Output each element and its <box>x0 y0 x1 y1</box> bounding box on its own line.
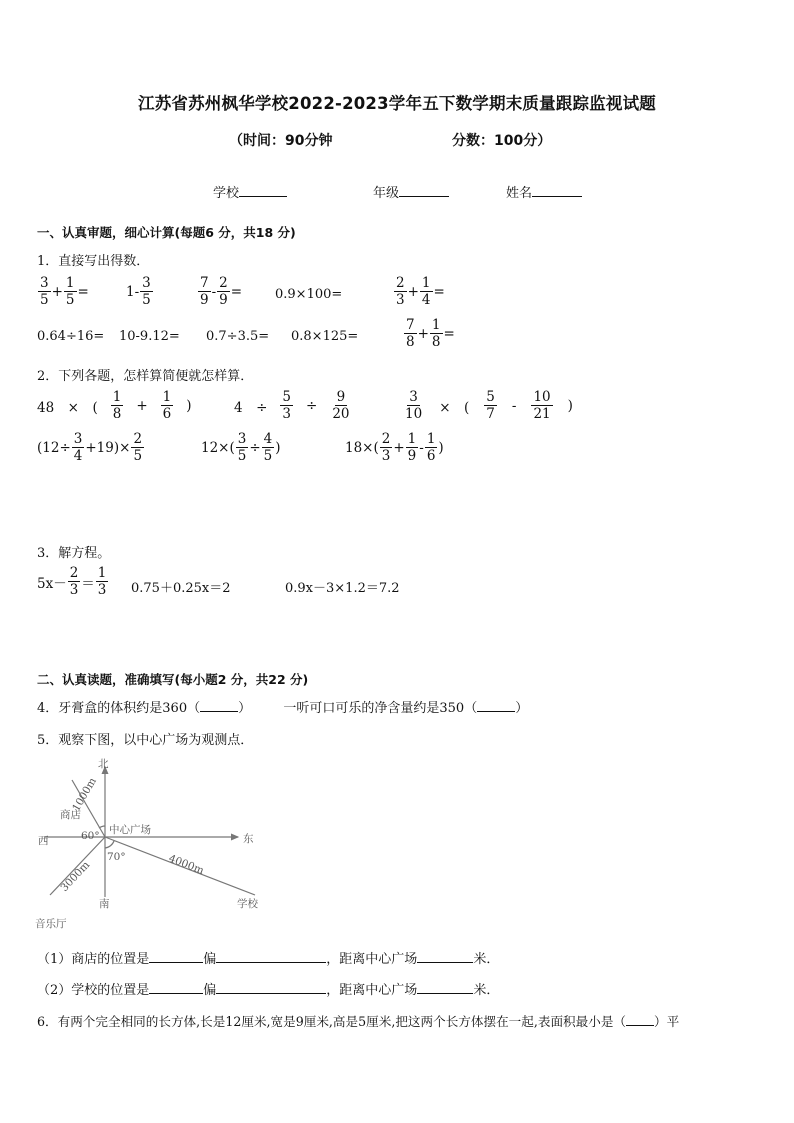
grade-label: 年级 <box>373 186 400 201</box>
school-label: 学校 <box>237 898 258 910</box>
q5-2-blank-angle[interactable] <box>216 993 326 994</box>
name-label: 姓名 <box>506 186 533 201</box>
q4-blank-1[interactable] <box>200 711 238 712</box>
south-label: 南 <box>99 898 110 910</box>
shop-label: 商店 <box>60 809 81 821</box>
q5-2-blank-distance[interactable] <box>417 993 473 994</box>
angle-arc-school <box>105 841 114 848</box>
q1-item-10: $\frac{7}{8}$ + $\frac{1}{8}$ = <box>406 317 455 351</box>
q6-blank[interactable] <box>626 1025 654 1026</box>
q1-item-2: 1- $\frac{3}{5}$ <box>126 275 151 309</box>
q1-item-4: 0.9×100= <box>275 287 343 302</box>
q5-1-blank-angle[interactable] <box>216 962 326 963</box>
q1-stem: 1．直接写出得数． <box>37 254 150 269</box>
q2-item-5: 12×( $\frac{3}{5}$ ÷ $\frac{4}{5}$ ) <box>201 431 281 465</box>
q6: 6．有两个完全相同的长方体,长是12厘米,宽是9厘米,高是5厘米,把这两个长方体摆在一起,表面积最小是（ ）平 <box>37 1014 680 1029</box>
north-label: 北 <box>98 758 109 770</box>
q5-sub-1: （1）商店的位置是 偏 ，距离中心广场 米． <box>37 952 500 967</box>
q1-item-5: $\frac{2}{3}$ + $\frac{1}{4}$ = <box>396 275 445 309</box>
school-field[interactable] <box>213 182 287 201</box>
grade-field[interactable] <box>373 182 449 201</box>
q3-item-1: 5x－ $\frac{2}{3}$ ＝ $\frac{1}{3}$ <box>37 565 107 599</box>
q2-item-6: 18×( $\frac{2}{3}$ + $\frac{1}{9}$ - $\frac{1}{6}$ ) <box>345 431 444 465</box>
shop-distance-label: 1000m <box>70 775 99 814</box>
q1-item-8: 0.7÷3.5= <box>206 329 270 344</box>
name-field[interactable] <box>506 182 582 201</box>
angle-arc-shop <box>99 826 105 828</box>
q5-stem: 5．观察下图，以中心广场为观测点． <box>37 733 254 748</box>
name-blank[interactable] <box>532 196 582 197</box>
q1-item-1: $\frac{3}{5}$ + $\frac{1}{5}$ = <box>40 275 89 309</box>
q1-item-6: 0.64÷16= <box>37 329 105 344</box>
q5-2-blank-direction[interactable] <box>149 993 203 994</box>
q4-blank-2[interactable] <box>477 711 515 712</box>
q4: 4．牙膏盒的体积约是360（ ） 一听可口可乐的净含量约是350（ ） <box>37 701 529 716</box>
q1-item-7: 10-9.12= <box>119 329 180 344</box>
school-label: 学校 <box>213 186 240 201</box>
school-blank[interactable] <box>239 196 287 197</box>
q3-item-3: 0.9x－3×1.2＝7.2 <box>285 581 400 596</box>
east-label: 东 <box>243 833 254 845</box>
direction-diagram <box>30 755 290 933</box>
section1-heading: 一、认真审题，细心计算(每题6 分，共18 分) <box>37 225 296 240</box>
q1-item-3: $\frac{7}{9}$ - $\frac{2}{9}$ = <box>200 275 243 309</box>
q3-stem: 3．解方程。 <box>37 546 111 561</box>
q2-item-2: 4 ÷ $\frac{5}{3}$ ÷ $\frac{9}{20}$ <box>234 389 350 423</box>
west-label: 西 <box>38 835 49 847</box>
q5-1-blank-distance[interactable] <box>417 962 473 963</box>
music-distance-label: 3000m <box>58 859 93 895</box>
q2-stem: 2．下列各题，怎样算简便就怎样算． <box>37 369 254 384</box>
grade-blank[interactable] <box>399 196 449 197</box>
exam-time: （时间：90分钟 <box>229 133 333 149</box>
section2-heading: 二、认真读题，准确填写(每小题2 分，共22 分) <box>37 672 309 687</box>
q2-item-3: $\frac{3}{10}$ × ( $\frac{5}{7}$ - $\frac{10}{21}$ ) <box>405 389 573 423</box>
q2-item-1: 48 × ( $\frac{1}{8}$ + $\frac{1}{6}$ ) <box>37 389 192 423</box>
music-label: 音乐厅 <box>35 918 67 930</box>
school-angle-label: 70° <box>107 851 126 863</box>
exam-score: 分数：100分） <box>452 133 552 149</box>
shop-angle-label: 60° <box>81 830 100 842</box>
q5-1-blank-direction[interactable] <box>149 962 203 963</box>
page-title: 江苏省苏州枫华学校2022-2023学年五下数学期末质量跟踪监视试题 <box>138 94 656 113</box>
center-label: 中心广场 <box>109 824 151 836</box>
q2-item-4: (12÷ $\frac{3}{4}$ +19)× $\frac{2}{5}$ <box>37 431 143 465</box>
q5-sub-2: （2）学校的位置是 偏 ，距离中心广场 米． <box>37 983 500 998</box>
q1-item-9: 0.8×125= <box>291 329 359 344</box>
school-distance-label: 4000m <box>166 852 206 877</box>
q3-item-2: 0.75＋0.25x＝2 <box>131 581 231 596</box>
